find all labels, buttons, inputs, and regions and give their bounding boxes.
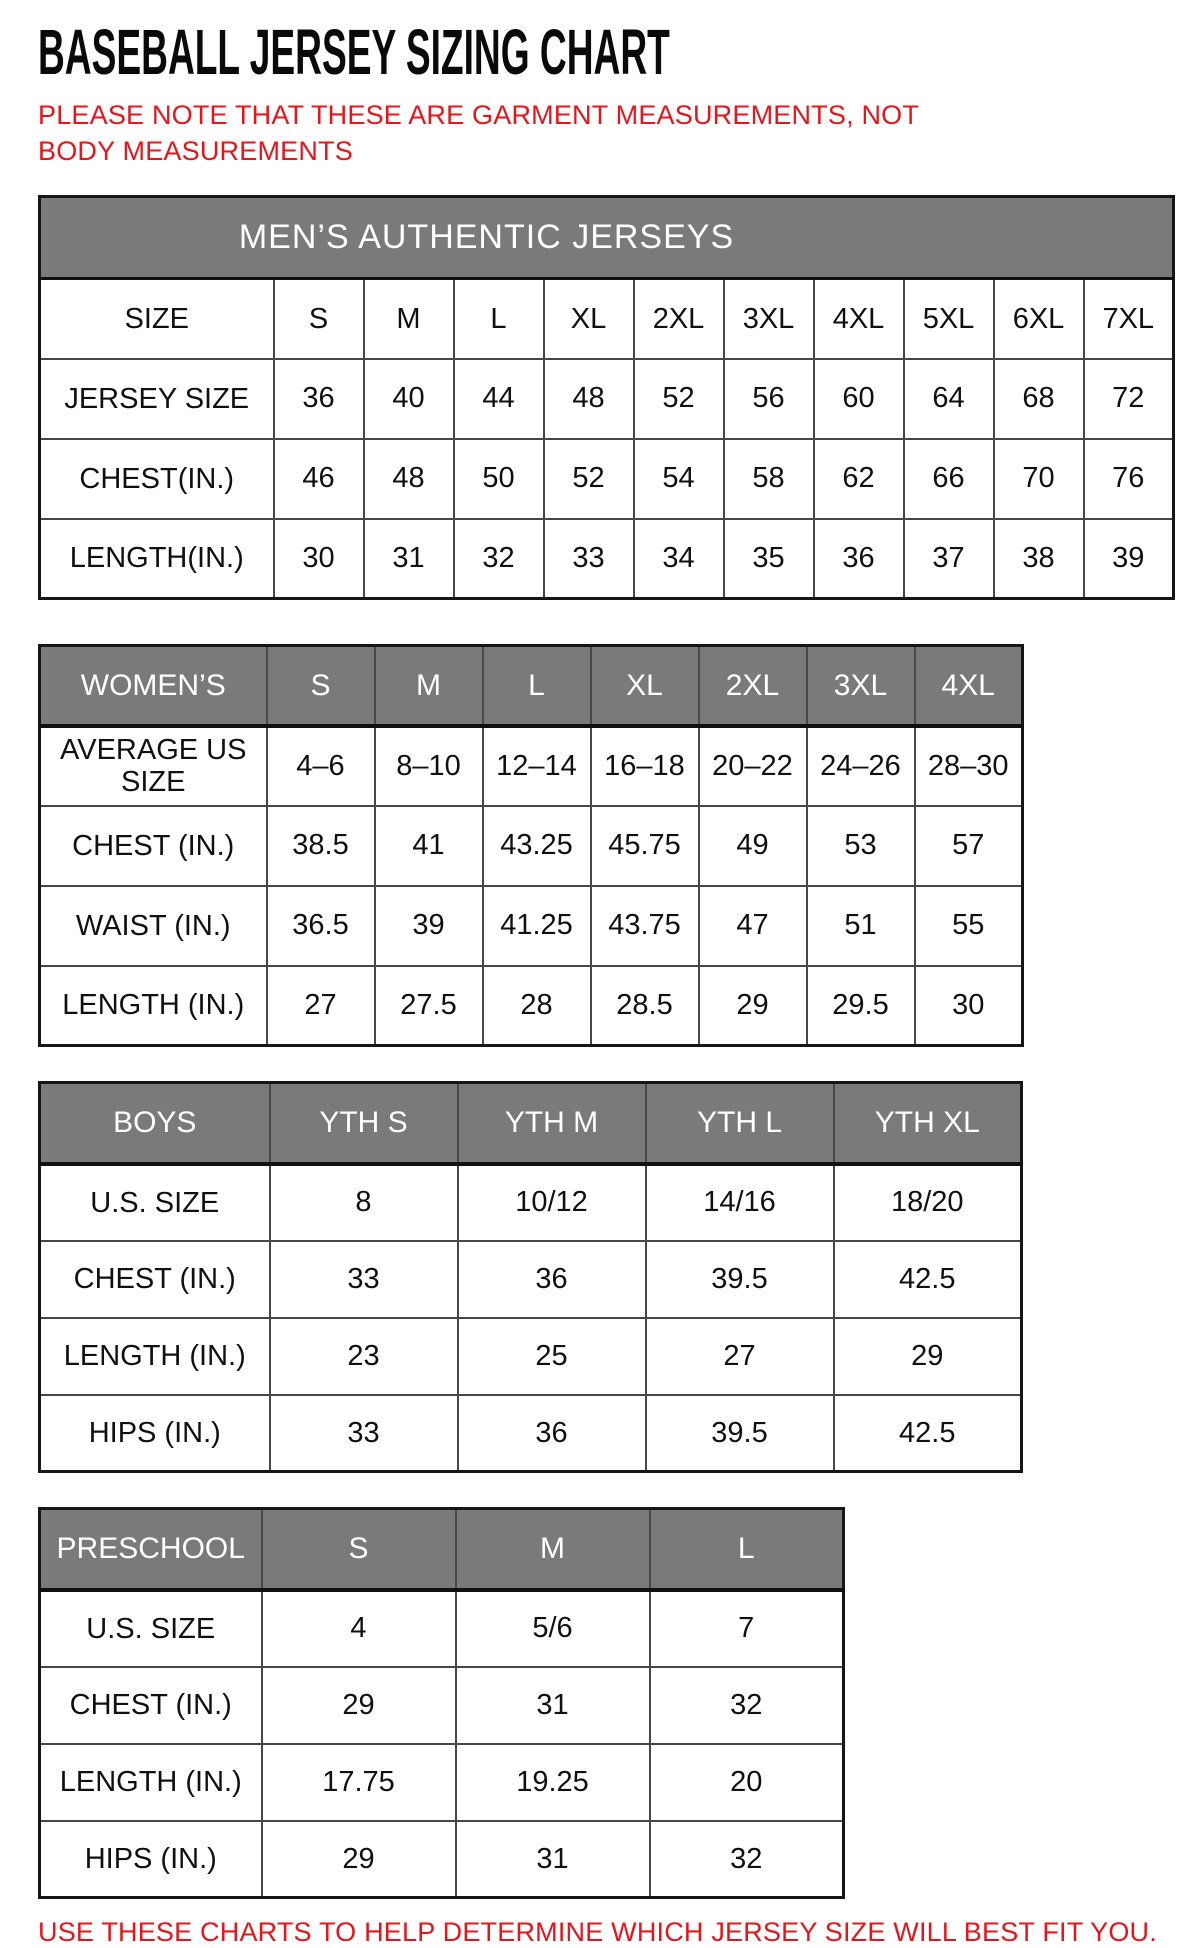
value-cell: 33 <box>270 1395 458 1472</box>
page-title: BASEBALL JERSEY SIZING CHART <box>38 16 670 88</box>
value-cell: 68 <box>994 359 1084 439</box>
value-cell: 20 <box>650 1744 844 1821</box>
size-header-cell: YTH S <box>270 1083 458 1164</box>
value-cell: 31 <box>456 1821 650 1898</box>
value-cell: 53 <box>807 806 915 886</box>
row-label-cell: CHEST(IN.) <box>40 439 274 519</box>
value-cell: 70 <box>994 439 1084 519</box>
value-cell: 14/16 <box>646 1164 834 1241</box>
row-label-cell: WAIST (IN.) <box>40 886 267 966</box>
value-cell: 19.25 <box>456 1744 650 1821</box>
row-label-cell: LENGTH (IN.) <box>40 1318 270 1395</box>
value-cell: 41.25 <box>483 886 591 966</box>
value-cell: 38.5 <box>267 806 375 886</box>
value-cell: 36 <box>274 359 364 439</box>
value-cell: 66 <box>904 439 994 519</box>
value-cell: 62 <box>814 439 904 519</box>
value-cell: 27.5 <box>375 966 483 1046</box>
value-cell: 29.5 <box>807 966 915 1046</box>
size-header-cell: YTH M <box>458 1083 646 1164</box>
value-cell: 43.25 <box>483 806 591 886</box>
size-header-cell: M <box>456 1509 650 1590</box>
value-cell: 33 <box>544 519 634 599</box>
row-label-cell: LENGTH (IN.) <box>40 966 267 1046</box>
value-cell: 30 <box>274 519 364 599</box>
garment-measurement-note: PLEASE NOTE THAT THESE ARE GARMENT MEASUREMENTS, NOT BODY MEASUREMENTS <box>38 100 919 166</box>
value-cell: 29 <box>699 966 807 1046</box>
value-cell: 29 <box>262 1667 456 1744</box>
value-cell: 6XL <box>994 279 1084 359</box>
mens-sizing-table <box>38 195 1175 600</box>
value-cell: 44 <box>454 359 544 439</box>
value-cell: 28 <box>483 966 591 1046</box>
size-header-cell: S <box>267 646 375 726</box>
value-cell: 4 <box>262 1590 456 1667</box>
value-cell: 64 <box>904 359 994 439</box>
value-cell: 40 <box>364 359 454 439</box>
value-cell: M <box>364 279 454 359</box>
size-header-cell: XL <box>591 646 699 726</box>
boys-sizing-table <box>38 1081 1023 1473</box>
value-cell: 3XL <box>724 279 814 359</box>
value-cell: 32 <box>650 1667 844 1744</box>
value-cell: 60 <box>814 359 904 439</box>
value-cell: 57 <box>915 806 1023 886</box>
value-cell: 39.5 <box>646 1241 834 1318</box>
preschool-sizing-table <box>38 1507 845 1899</box>
size-header-cell: YTH XL <box>834 1083 1022 1164</box>
value-cell: 24–26 <box>807 726 915 806</box>
value-cell: 29 <box>834 1318 1022 1395</box>
value-cell: 27 <box>267 966 375 1046</box>
row-label-cell: JERSEY SIZE <box>40 359 274 439</box>
value-cell: 5/6 <box>456 1590 650 1667</box>
value-cell: 39 <box>375 886 483 966</box>
value-cell: 76 <box>1084 439 1174 519</box>
value-cell: 52 <box>634 359 724 439</box>
value-cell: 33 <box>270 1241 458 1318</box>
table-band-title: MEN’S AUTHENTIC JERSEYS <box>40 197 1174 279</box>
value-cell: 43.75 <box>591 886 699 966</box>
value-cell: 4XL <box>814 279 904 359</box>
row-label-cell: CHEST (IN.) <box>40 1667 262 1744</box>
value-cell: 52 <box>544 439 634 519</box>
value-cell: 42.5 <box>834 1395 1022 1472</box>
value-cell: 72 <box>1084 359 1174 439</box>
row-label-cell: U.S. SIZE <box>40 1590 262 1667</box>
value-cell: 5XL <box>904 279 994 359</box>
value-cell: 35 <box>724 519 814 599</box>
value-cell: 30 <box>915 966 1023 1046</box>
value-cell: 7 <box>650 1590 844 1667</box>
value-cell: 38 <box>994 519 1084 599</box>
value-cell: 25 <box>458 1318 646 1395</box>
value-cell: 42.5 <box>834 1241 1022 1318</box>
value-cell: 29 <box>262 1821 456 1898</box>
value-cell: 46 <box>274 439 364 519</box>
value-cell: L <box>454 279 544 359</box>
womens-sizing-table <box>38 644 1024 1047</box>
row-label-cell: U.S. SIZE <box>40 1164 270 1241</box>
value-cell: 8 <box>270 1164 458 1241</box>
table-label-cell: PRESCHOOL <box>40 1509 262 1590</box>
size-header-cell: L <box>483 646 591 726</box>
fit-advice-footer: USE THESE CHARTS TO HELP DETERMINE WHICH JERSEY SIZE WILL BEST FIT YOU. <box>38 1917 1157 1948</box>
row-label-cell: LENGTH (IN.) <box>40 1744 262 1821</box>
value-cell: 58 <box>724 439 814 519</box>
table-label-cell: WOMEN’S <box>40 646 267 726</box>
table-label-cell: BOYS <box>40 1083 270 1164</box>
row-label-cell: LENGTH(IN.) <box>40 519 274 599</box>
value-cell: 31 <box>364 519 454 599</box>
value-cell: 28–30 <box>915 726 1023 806</box>
value-cell: 36.5 <box>267 886 375 966</box>
value-cell: 48 <box>544 359 634 439</box>
value-cell: 54 <box>634 439 724 519</box>
value-cell: 10/12 <box>458 1164 646 1241</box>
size-header-cell: 4XL <box>915 646 1023 726</box>
value-cell: 16–18 <box>591 726 699 806</box>
value-cell: XL <box>544 279 634 359</box>
value-cell: 39.5 <box>646 1395 834 1472</box>
value-cell: 36 <box>814 519 904 599</box>
size-header-cell: 2XL <box>699 646 807 726</box>
row-label-cell: SIZE <box>40 279 274 359</box>
value-cell: 48 <box>364 439 454 519</box>
row-label-cell: CHEST (IN.) <box>40 1241 270 1318</box>
value-cell: 17.75 <box>262 1744 456 1821</box>
value-cell: 51 <box>807 886 915 966</box>
row-label-cell: CHEST (IN.) <box>40 806 267 886</box>
row-label-cell: HIPS (IN.) <box>40 1395 270 1472</box>
value-cell: 28.5 <box>591 966 699 1046</box>
value-cell: 47 <box>699 886 807 966</box>
size-header-cell: YTH L <box>646 1083 834 1164</box>
value-cell: 32 <box>454 519 544 599</box>
size-header-cell: S <box>262 1509 456 1590</box>
value-cell: 27 <box>646 1318 834 1395</box>
value-cell: 45.75 <box>591 806 699 886</box>
row-label-cell: HIPS (IN.) <box>40 1821 262 1898</box>
value-cell: 49 <box>699 806 807 886</box>
value-cell: 41 <box>375 806 483 886</box>
value-cell: 50 <box>454 439 544 519</box>
value-cell: 56 <box>724 359 814 439</box>
value-cell: 23 <box>270 1318 458 1395</box>
row-label-cell: AVERAGE US SIZE <box>40 726 267 806</box>
value-cell: 2XL <box>634 279 724 359</box>
value-cell: S <box>274 279 364 359</box>
value-cell: 7XL <box>1084 279 1174 359</box>
value-cell: 36 <box>458 1241 646 1318</box>
size-header-cell: M <box>375 646 483 726</box>
value-cell: 8–10 <box>375 726 483 806</box>
value-cell: 4–6 <box>267 726 375 806</box>
size-header-cell: L <box>650 1509 844 1590</box>
value-cell: 36 <box>458 1395 646 1472</box>
value-cell: 34 <box>634 519 724 599</box>
value-cell: 37 <box>904 519 994 599</box>
value-cell: 12–14 <box>483 726 591 806</box>
value-cell: 31 <box>456 1667 650 1744</box>
value-cell: 32 <box>650 1821 844 1898</box>
size-header-cell: 3XL <box>807 646 915 726</box>
value-cell: 20–22 <box>699 726 807 806</box>
value-cell: 18/20 <box>834 1164 1022 1241</box>
value-cell: 55 <box>915 886 1023 966</box>
value-cell: 39 <box>1084 519 1174 599</box>
